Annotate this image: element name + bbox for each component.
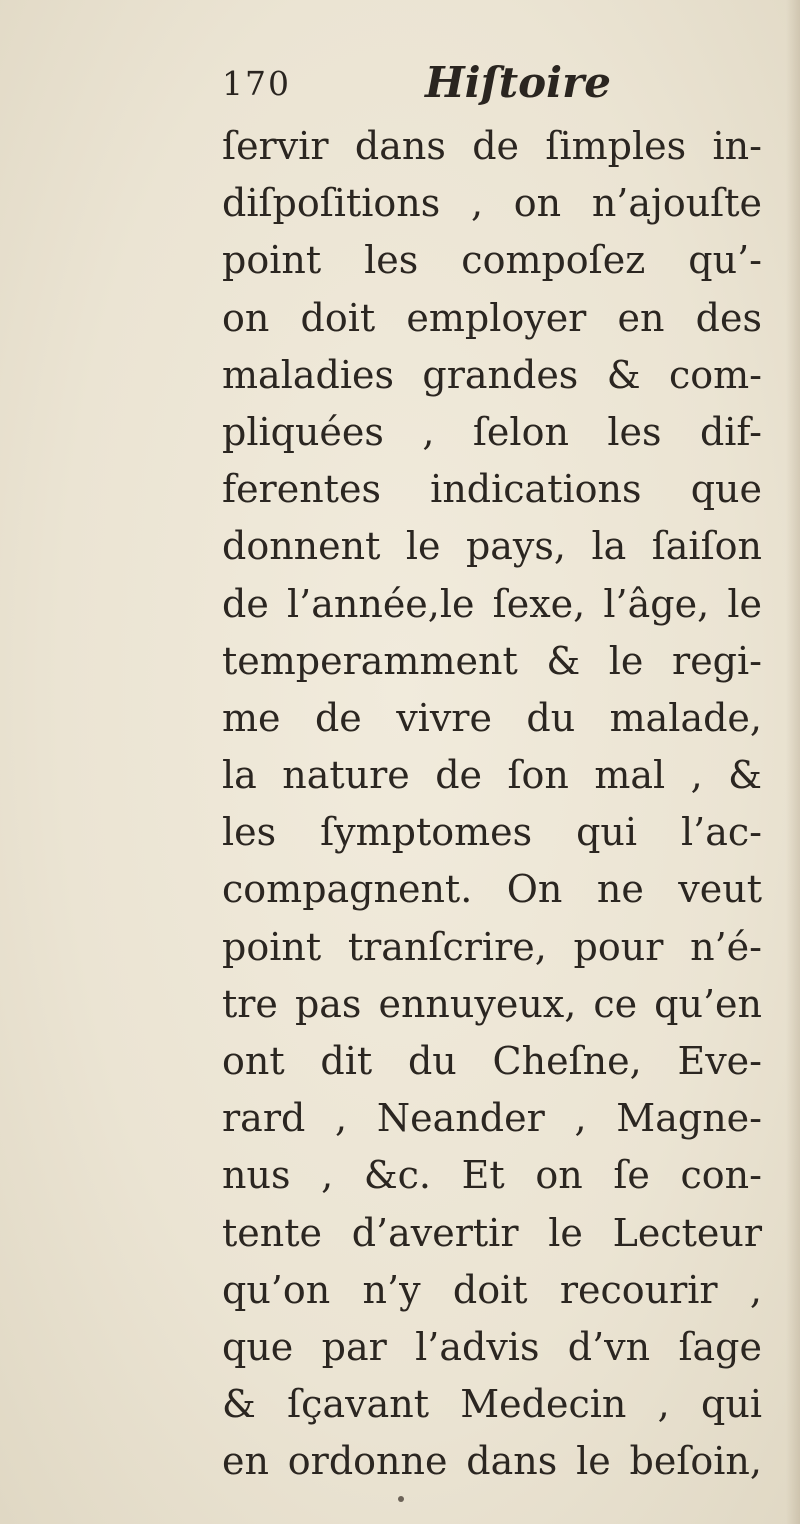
text-line: point les compoſez qu’- [222, 238, 762, 283]
text-line: nus , &c. Et on ſe con- [222, 1153, 762, 1198]
text-line: ferentes indications que [222, 467, 762, 512]
text-line: donnent le pays, la ſaiſon [222, 524, 762, 569]
text-line: pliquées , ſelon les dif- [222, 409, 762, 454]
text-line: que par l’advis d’vn ſage [222, 1324, 762, 1369]
text-line: de l’année,le ſexe, l’âge, le [222, 581, 762, 626]
text-line: me de vivre du malade, [222, 695, 762, 740]
text-line: maladies grandes & com- [222, 352, 762, 397]
text-line: on doit employer en des [222, 295, 762, 340]
text-line: ſervir dans de ſimples in- [222, 124, 762, 168]
text-line: compagnent. On ne veut [222, 867, 762, 912]
printer-mark [398, 1496, 404, 1502]
text-line: qu’on n’y doit recourir , [222, 1267, 762, 1312]
text-line: temperamment & le regi- [222, 638, 762, 683]
body-text [222, 118, 762, 1491]
text-line: & ſçavant Medecin , qui [222, 1382, 762, 1427]
running-head: Hiſtoire [425, 58, 611, 107]
text-line: tre pas ennuyeux, ce qu’en [222, 981, 762, 1026]
text-line: en ordonne dans le beſoin, [222, 1439, 762, 1484]
text-line: la nature de ſon mal , & [222, 753, 762, 798]
text-line: point tranſcrire, pour n’é- [222, 924, 762, 969]
text-line: les ſymptomes qui l’ac- [222, 810, 762, 855]
text-line: diſpoſitions , on n’ajouſte [222, 181, 762, 226]
text-line: rard , Neander , Magne- [222, 1096, 762, 1141]
text-line: ont dit du Cheſne, Eve- [222, 1039, 762, 1083]
text-line: tente d’avertir le Lecteur [222, 1210, 762, 1255]
page-header [222, 58, 722, 108]
page-edge-shadow [786, 0, 800, 1524]
page-number: 170 [222, 64, 291, 103]
